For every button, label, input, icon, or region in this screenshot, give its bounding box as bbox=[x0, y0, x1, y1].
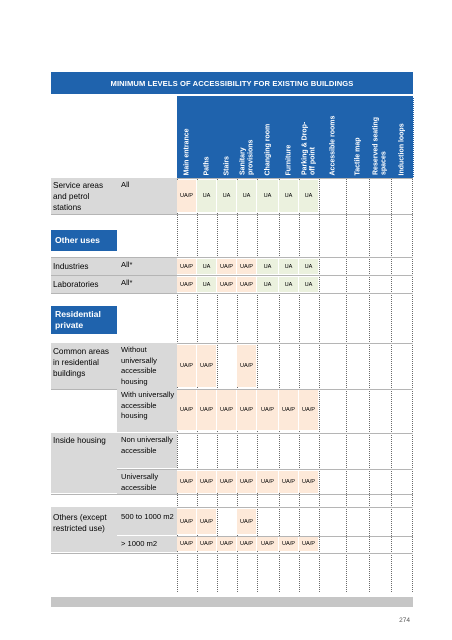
table-cell: UA/P bbox=[197, 471, 216, 493]
table-cell: UA/P bbox=[237, 471, 256, 493]
column-header bbox=[319, 96, 347, 178]
row-sub-universal: Universally accessible bbox=[121, 472, 159, 492]
table-cell: UA bbox=[299, 259, 318, 274]
grid-line bbox=[299, 178, 300, 592]
column-header-label: Stairs bbox=[223, 155, 231, 175]
table-cell: UA/P bbox=[177, 390, 196, 430]
table-cell: UA/P bbox=[177, 277, 196, 292]
table-cell: UA/P bbox=[197, 390, 216, 430]
column-header bbox=[346, 96, 370, 178]
column-header bbox=[279, 96, 300, 178]
column-header-label: Changing room bbox=[264, 123, 272, 175]
table-cell: UA/P bbox=[197, 345, 216, 387]
table-cell: UA/P bbox=[197, 509, 216, 534]
table-cell: UA/P bbox=[279, 390, 298, 430]
row-label-laboratories: Laboratories bbox=[53, 280, 99, 289]
row-label-common-areas: Common areas in residential buildings bbox=[53, 347, 109, 378]
table-cell: UA/P bbox=[217, 390, 236, 430]
table-cell: UA bbox=[237, 180, 256, 212]
column-header-label: Reserved seating spaces bbox=[372, 117, 387, 175]
table-cell: UA/P bbox=[177, 537, 196, 551]
grid-line bbox=[391, 178, 392, 592]
grid-line bbox=[257, 178, 258, 592]
table-cell: UA bbox=[257, 277, 278, 292]
grid-line bbox=[319, 178, 320, 592]
table-cell: UA/P bbox=[299, 390, 318, 430]
table-cell: UA/P bbox=[279, 471, 298, 493]
row-label-service: Service areas and petrol stations bbox=[53, 181, 104, 212]
row-sub-without: Without universally accessible housing bbox=[121, 345, 157, 386]
table-cell: UA/P bbox=[257, 390, 278, 430]
table-cell: UA bbox=[279, 259, 298, 274]
table-cell: UA/P bbox=[237, 537, 256, 551]
section-other-uses: Other uses bbox=[51, 230, 117, 251]
table-cell: UA/P bbox=[217, 259, 236, 274]
table-cell: UA/P bbox=[197, 537, 216, 551]
table-cell: UA/P bbox=[257, 471, 278, 493]
grid-line bbox=[369, 178, 370, 592]
column-header bbox=[197, 96, 218, 178]
row-label-inside-housing: Inside housing bbox=[53, 436, 106, 445]
table-cell: UA/P bbox=[237, 509, 256, 534]
row-sub-500-1000: 500 to 1000 m2 bbox=[121, 512, 174, 521]
column-header bbox=[177, 96, 198, 178]
table-cell: UA/P bbox=[279, 537, 298, 551]
table-cell: UA bbox=[279, 180, 298, 212]
table-cell: UA/P bbox=[299, 471, 318, 493]
table-cell: UA/P bbox=[299, 537, 318, 551]
footer-bar bbox=[51, 597, 413, 607]
row-label-others: Others (except restricted use) bbox=[53, 513, 107, 533]
row-sub-laboratories: All* bbox=[121, 278, 133, 287]
table-cell: UA bbox=[299, 277, 318, 292]
column-header-label: Furniture bbox=[285, 144, 293, 175]
row-sub-industries: All* bbox=[121, 260, 133, 269]
column-header-label: Sanitary provisions bbox=[239, 139, 254, 175]
table-cell: UA bbox=[299, 180, 318, 212]
row-sub-service: All bbox=[121, 180, 130, 189]
grid-line bbox=[412, 178, 413, 592]
table-cell: UA/P bbox=[177, 471, 196, 493]
table-cell: UA/P bbox=[237, 390, 256, 430]
column-header bbox=[257, 96, 280, 178]
column-header bbox=[369, 96, 392, 178]
table-cell: UA bbox=[257, 180, 278, 212]
table-cell: UA bbox=[217, 180, 236, 212]
table-cell: UA/P bbox=[237, 345, 256, 387]
grid-line bbox=[346, 178, 347, 592]
column-header bbox=[299, 96, 320, 178]
table-title: MINIMUM LEVELS OF ACCESSIBILITY FOR EXISTING BUILDINGS bbox=[51, 72, 413, 94]
table-cell: UA/P bbox=[217, 537, 236, 551]
table-cell: UA/P bbox=[217, 471, 236, 493]
column-header-label: Parking & Drop- off point bbox=[301, 121, 316, 175]
column-header-label: Paths bbox=[203, 155, 211, 175]
column-header-label: Tactile map bbox=[353, 137, 361, 175]
column-header-label: Main entrance bbox=[183, 127, 191, 175]
table-cell: UA/P bbox=[177, 180, 196, 212]
column-header-label: Accessible rooms bbox=[328, 115, 336, 175]
table-cell: UA bbox=[197, 180, 216, 212]
column-header bbox=[237, 96, 258, 178]
table-cell: UA/P bbox=[237, 277, 256, 292]
column-header bbox=[391, 96, 414, 178]
table-cell: UA bbox=[257, 259, 278, 274]
table-cell: UA/P bbox=[177, 345, 196, 387]
column-header bbox=[217, 96, 238, 178]
grid-line bbox=[279, 178, 280, 592]
page-number: 274 bbox=[399, 617, 410, 624]
table-cell: UA bbox=[279, 277, 298, 292]
table-cell: UA/P bbox=[177, 259, 196, 274]
row-label-industries: Industries bbox=[53, 262, 89, 271]
row-sub-with: With universally accessible housing bbox=[121, 390, 175, 420]
table-cell: UA/P bbox=[257, 537, 278, 551]
row-divider bbox=[51, 553, 413, 554]
table-cell: UA/P bbox=[177, 509, 196, 534]
table-cell: UA/P bbox=[237, 259, 256, 274]
row-divider bbox=[51, 293, 413, 294]
row-sub-non-universal: Non universally accessible bbox=[121, 435, 173, 455]
row-divider bbox=[51, 214, 413, 215]
column-header-label: Induction loops bbox=[398, 122, 406, 175]
grid-line bbox=[217, 178, 218, 592]
section-residential: Residential private bbox=[51, 306, 117, 334]
table-cell: UA bbox=[197, 277, 216, 292]
table-cell: UA bbox=[197, 259, 216, 274]
table-cell: UA/P bbox=[217, 277, 236, 292]
row-divider bbox=[51, 494, 413, 495]
row-sub-over-1000: > 1000 m2 bbox=[121, 539, 158, 548]
